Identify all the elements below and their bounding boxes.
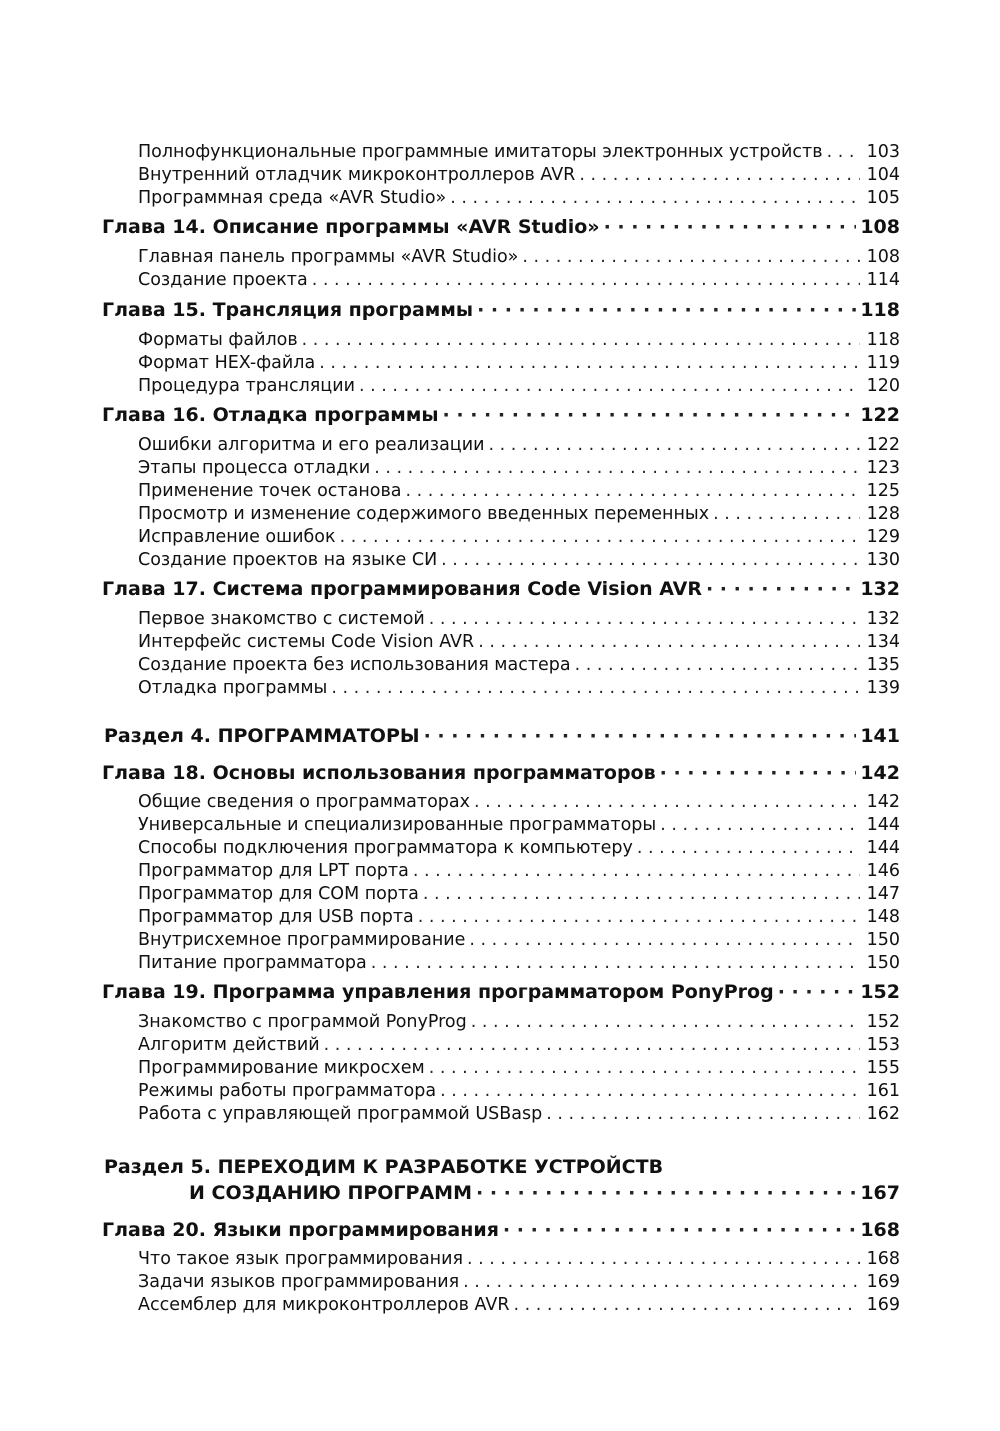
dot-leader <box>474 792 860 812</box>
toc-entry <box>138 632 900 652</box>
toc-entry-page: 144 <box>866 838 900 858</box>
toc-entry-title: Программатор для COM порта <box>138 884 419 904</box>
toc-entry-title: Интерфейс системы Code Vision AVR <box>138 632 475 652</box>
toc-entry-page: 114 <box>866 270 900 290</box>
dot-leader <box>660 815 860 835</box>
dot-leader <box>359 376 860 396</box>
dot-leader <box>503 1219 856 1241</box>
toc-chapter-page: 168 <box>860 1219 900 1241</box>
toc-entry <box>138 792 900 812</box>
toc-entry-title: Способы подключения программатора к компьютеру <box>138 838 633 858</box>
toc-entry-title: Просмотр и изменение содержимого введенных переменных <box>138 504 710 524</box>
toc-entry-page: 146 <box>866 861 900 881</box>
toc-chapter <box>102 578 900 600</box>
toc-entry-title: Программная среда «AVR Studio» <box>138 188 447 208</box>
toc-part-title: Раздел 4. ПРОГРАММАТОРЫ <box>104 725 420 747</box>
toc-entry <box>138 884 900 904</box>
dot-leader <box>424 725 857 747</box>
toc-entry <box>138 1272 900 1292</box>
dot-leader <box>406 481 860 501</box>
toc-entry <box>138 458 900 478</box>
toc-entry-title: Исправление ошибок <box>138 527 336 547</box>
dot-leader <box>522 247 860 267</box>
toc-entry-page: 122 <box>866 435 900 455</box>
toc-entry <box>138 678 900 698</box>
toc-entry-page: 169 <box>866 1272 900 1292</box>
dot-leader <box>575 655 860 675</box>
toc-chapter-page: 132 <box>860 578 900 600</box>
toc-entry-page: 123 <box>866 458 900 478</box>
dot-leader <box>413 861 860 881</box>
toc-entry-title: Питание программатора <box>138 953 367 973</box>
toc-chapter-title: Глава 15. Трансляция программы <box>102 299 474 321</box>
toc-chapter-page: 142 <box>860 762 900 784</box>
dot-leader <box>827 142 860 162</box>
toc-chapter <box>102 1219 900 1241</box>
toc-entry <box>138 609 900 629</box>
toc-entry <box>138 1081 900 1101</box>
toc-entry <box>138 142 900 162</box>
dot-leader <box>340 527 860 547</box>
dot-leader <box>440 1081 860 1101</box>
toc-chapter-title: Глава 20. Языки программирования <box>102 1219 499 1241</box>
dot-leader <box>488 435 860 455</box>
toc-entry <box>138 330 900 350</box>
dot-leader <box>604 216 857 238</box>
toc-entry <box>138 1249 900 1269</box>
toc-chapter-title: Глава 18. Основы использования программаторов <box>102 762 656 784</box>
toc-entry-title: Алгоритм действий <box>138 1035 320 1055</box>
toc-chapter-title: Глава 19. Программа управления программатором PonyProg <box>102 981 774 1003</box>
toc-entry <box>138 953 900 973</box>
toc-chapter-page: 152 <box>860 981 900 1003</box>
dot-leader <box>441 550 860 570</box>
toc-entry-title: Создание проекта без использования мастера <box>138 655 571 675</box>
dot-leader <box>423 884 860 904</box>
toc-entry-page: 147 <box>866 884 900 904</box>
dot-leader <box>463 1272 860 1292</box>
toc-chapter-page: 108 <box>860 216 900 238</box>
toc-entry-title: Форматы файлов <box>138 330 298 350</box>
dot-leader <box>371 953 860 973</box>
dot-leader <box>374 458 860 478</box>
toc-entry-title: Знакомство с программой PonyProg <box>138 1012 467 1032</box>
toc-entry-page: 119 <box>866 353 900 373</box>
toc-entry <box>138 188 900 208</box>
toc-part5-line1: Раздел 5. ПЕРЕХОДИМ К РАЗРАБОТКЕ УСТРОЙСТВ <box>104 1156 664 1178</box>
dot-leader <box>546 1104 860 1124</box>
toc-entry-page: 105 <box>866 188 900 208</box>
toc-entry-title: Работа с управляющей программой USBasp <box>138 1104 543 1124</box>
toc-chapter <box>102 404 900 426</box>
toc-entry-title: Процедура трансляции <box>138 376 355 396</box>
toc-chapter <box>102 981 900 1003</box>
toc-entry <box>138 353 900 373</box>
toc-entry-title: Формат HEX-файла <box>138 353 316 373</box>
toc-entry-page: 155 <box>866 1058 900 1078</box>
toc-entry <box>138 1035 900 1055</box>
toc-entry <box>138 861 900 881</box>
dot-leader <box>660 762 857 784</box>
toc-entry <box>138 1058 900 1078</box>
toc-entry <box>138 815 900 835</box>
toc-entry <box>138 930 900 950</box>
dot-leader <box>331 678 860 698</box>
toc-entry-page: 169 <box>866 1295 900 1315</box>
toc-entry-page: 134 <box>866 632 900 652</box>
toc-chapter-page: 118 <box>860 299 900 321</box>
toc-entry-title: Программатор для USB порта <box>138 907 414 927</box>
dot-leader <box>443 404 857 426</box>
toc-entry <box>138 1104 900 1124</box>
toc-chapter <box>102 299 900 321</box>
toc-entry <box>138 481 900 501</box>
toc-entry <box>138 838 900 858</box>
toc-entry-page: 108 <box>866 247 900 267</box>
toc-entry-title: Ошибки алгоритма и его реализации <box>138 435 485 455</box>
toc-entry-title: Общие сведения о программаторах <box>138 792 470 812</box>
toc-entry-page: 153 <box>866 1035 900 1055</box>
toc-chapter-title: Глава 16. Отладка программы <box>102 404 439 426</box>
toc-entry-page: 168 <box>866 1249 900 1269</box>
dot-leader <box>319 353 860 373</box>
toc-entry <box>138 1012 900 1032</box>
toc-entry <box>138 165 900 185</box>
dot-leader <box>478 632 860 652</box>
toc-entry-page: 148 <box>866 907 900 927</box>
toc-entry-page: 118 <box>866 330 900 350</box>
toc-entry <box>138 270 900 290</box>
toc-entry-title: Отладка программы <box>138 678 328 698</box>
toc-entry-page: 132 <box>866 609 900 629</box>
dot-leader <box>477 299 856 321</box>
dot-leader <box>469 930 860 950</box>
toc-entry <box>138 907 900 927</box>
toc-entry-title: Программирование микросхем <box>138 1058 425 1078</box>
dot-leader <box>778 981 857 1003</box>
toc-entry-page: 139 <box>866 678 900 698</box>
toc-entry <box>138 527 900 547</box>
toc-entry-page: 130 <box>866 550 900 570</box>
toc-entry-title: Режимы работы программатора <box>138 1081 437 1101</box>
toc-entry-title: Универсальные и специализированные программаторы <box>138 815 657 835</box>
toc-entry-page: 152 <box>866 1012 900 1032</box>
toc-entry-page: 120 <box>866 376 900 396</box>
toc-entry-page: 129 <box>866 527 900 547</box>
toc-part-page: 167 <box>860 1182 900 1204</box>
toc-chapter-page: 122 <box>860 404 900 426</box>
toc-entry-title: Внутренний отладчик микроконтроллеров AVR <box>138 165 576 185</box>
toc-entry-page: 162 <box>866 1104 900 1124</box>
dot-leader <box>471 1012 860 1032</box>
toc-entry-title: Ассемблер для микроконтроллеров AVR <box>138 1295 510 1315</box>
toc-entry <box>138 435 900 455</box>
dot-leader <box>637 838 860 858</box>
toc-entry-title: Создание проектов на языке СИ <box>138 550 438 570</box>
toc-part-page: 141 <box>860 725 900 747</box>
toc-entry <box>138 550 900 570</box>
toc-part5-line2: И СОЗДАНИЮ ПРОГРАММ <box>189 1182 472 1204</box>
toc-entry-page: 128 <box>866 504 900 524</box>
toc-entry-title: Программатор для LPT порта <box>138 861 409 881</box>
toc-entry-title: Первое знакомство с системой <box>138 609 425 629</box>
toc-entry <box>138 655 900 675</box>
dot-leader <box>302 330 860 350</box>
toc-entry-page: 150 <box>866 930 900 950</box>
dot-leader <box>513 1295 860 1315</box>
dot-leader <box>450 188 860 208</box>
dot-leader <box>476 1182 856 1204</box>
toc-entry-page: 142 <box>866 792 900 812</box>
toc-entry-title: Этапы процесса отладки <box>138 458 371 478</box>
toc-entry-title: Создание проекта <box>138 270 308 290</box>
dot-leader <box>429 1058 860 1078</box>
toc-part <box>189 1182 900 1204</box>
toc-chapter <box>102 762 900 784</box>
toc-entry <box>138 247 900 267</box>
dot-leader <box>579 165 860 185</box>
dot-leader <box>312 270 860 290</box>
toc-entry-page: 104 <box>866 165 900 185</box>
toc-chapter-title: Глава 14. Описание программы «AVR Studio» <box>102 216 600 238</box>
dot-leader <box>324 1035 860 1055</box>
toc-entry-title: Главная панель программы «AVR Studio» <box>138 247 519 267</box>
toc-entry-page: 103 <box>866 142 900 162</box>
toc-chapter <box>102 216 900 238</box>
dot-leader <box>713 504 860 524</box>
toc-entry-title: Применение точек останова <box>138 481 402 501</box>
toc-entry-page: 125 <box>866 481 900 501</box>
toc-entry-page: 135 <box>866 655 900 675</box>
dot-leader <box>706 578 856 600</box>
toc-part <box>104 725 900 747</box>
toc-entry-title: Внутрисхемное программирование <box>138 930 466 950</box>
toc-entry <box>138 376 900 396</box>
dot-leader <box>429 609 860 629</box>
toc-entry-title: Что такое язык программирования <box>138 1249 464 1269</box>
toc-chapter-title: Глава 17. Система программирования Code Vision AVR <box>102 578 702 600</box>
dot-leader <box>467 1249 860 1269</box>
toc-entry-page: 161 <box>866 1081 900 1101</box>
dot-leader <box>418 907 860 927</box>
toc-entry-page: 150 <box>866 953 900 973</box>
toc-entry-title: Полнофункциональные программные имитаторы электронных устройств <box>138 142 823 162</box>
toc-entry <box>138 504 900 524</box>
toc-entry <box>138 1295 900 1315</box>
toc-entry-page: 144 <box>866 815 900 835</box>
toc-entry-title: Задачи языков программирования <box>138 1272 460 1292</box>
